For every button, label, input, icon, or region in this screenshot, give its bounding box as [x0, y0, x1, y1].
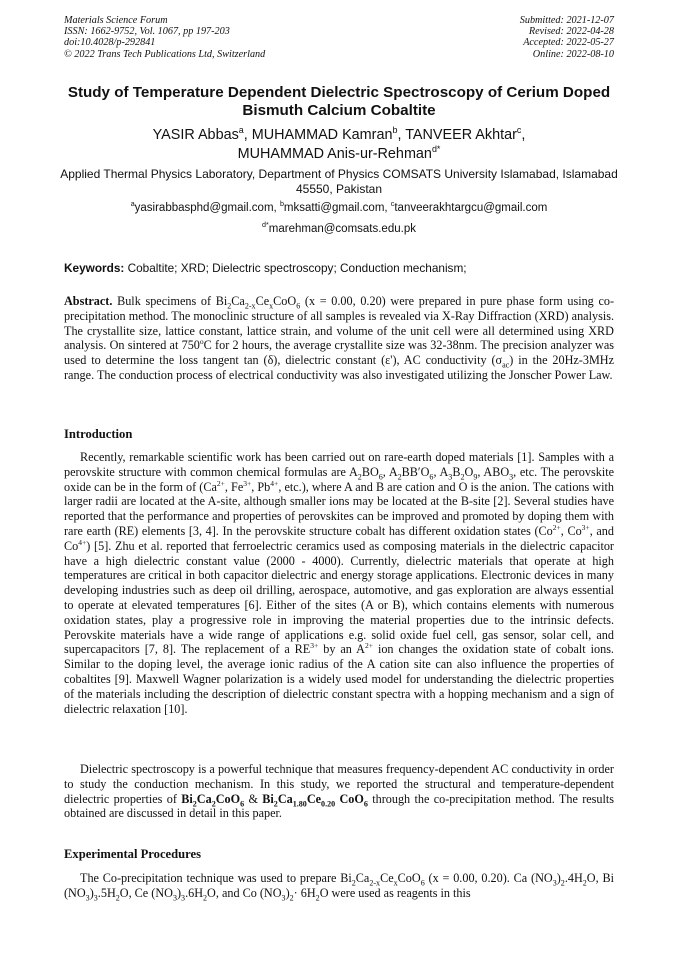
- keywords: [64, 261, 616, 275]
- journal-info: [64, 15, 265, 60]
- text-run: ac: [502, 360, 510, 370]
- author-list: YASIR Abbas$^a$, MUHAMMAD Kamran$^b$, TANVEER Akhtar$^c$, MUHAMMAD Anis-ur-Rehman$^{d*}$: [152, 125, 526, 162]
- email-link[interactable]: mksatti@gmail.com: [283, 202, 385, 214]
- text-run: 6: [363, 799, 368, 809]
- text-run: 3+: [581, 522, 590, 532]
- text-run: 2: [582, 878, 587, 888]
- text-run: CoO: [215, 791, 241, 806]
- text-run: 2+: [364, 641, 373, 651]
- text-run: 2: [115, 893, 120, 903]
- text-run: Bi: [262, 791, 274, 806]
- email-mark: b: [279, 200, 284, 209]
- text-run: 2: [351, 878, 356, 888]
- email-link[interactable]: yasirabbasphd@gmail.com: [134, 202, 274, 214]
- author-mark: b: [392, 125, 398, 136]
- text-run: 2: [315, 893, 320, 903]
- text-run: 2: [227, 301, 232, 311]
- text-run: 3+: [310, 641, 319, 651]
- text-run: 2: [211, 799, 216, 809]
- text-run: 0.20: [321, 799, 336, 809]
- author-name: TANVEER Akhtar: [405, 127, 517, 143]
- section-heading: Introduction: [64, 427, 133, 441]
- text-run: 2: [203, 893, 208, 903]
- journal-name: Materials Science Forum: [64, 15, 168, 26]
- text-run: 2: [273, 799, 278, 809]
- text-run: 3: [85, 893, 90, 903]
- author-mark: a: [238, 125, 244, 136]
- text-run: 2: [397, 472, 402, 482]
- text-run: Ca: [277, 791, 293, 806]
- body-paragraph: Dielectric spectroscopy is a powerful technique that measures frequency-dependent AC conductivity in order to study the conduction mechanism. In this study, we reported the structural and temperature-dependent dielectric properties of $Bi_2Ca_2CoO_6$ & $Bi_2Ca_{1.80}Ce_{0.20}$ CoO$_6$ through the co-precipitation method. The results obtained are discussed in detail in this paper.: [64, 762, 615, 821]
- text-run: x: [269, 301, 274, 311]
- text-run: 3: [181, 893, 186, 903]
- text-run: 2: [560, 878, 565, 888]
- text-run: 3: [552, 878, 557, 888]
- text-run: 4+: [270, 478, 279, 488]
- date-accepted: Accepted: 2022-05-27: [523, 37, 614, 49]
- text-run: Ce: [306, 791, 322, 806]
- text-run: 4+: [78, 537, 87, 547]
- author-mark: c: [516, 125, 522, 136]
- text-run: 6: [378, 472, 383, 482]
- date-submitted: Submitted: 2021-12-07: [519, 15, 614, 26]
- text-run: 2: [192, 799, 197, 809]
- author-mark: d*: [431, 144, 441, 155]
- email-link[interactable]: tanveerakhtargcu@gmail.com: [394, 202, 548, 214]
- text-run: 2+: [552, 522, 561, 532]
- text-run: 2: [289, 893, 294, 903]
- abstract: [64, 294, 614, 383]
- text-run: 3: [509, 472, 514, 482]
- text-run: o: [199, 337, 204, 347]
- keywords-label: Keywords:: [64, 261, 125, 275]
- abstract-text: Bulk specimens of $Bi_2Ca_{2-x}Ce_xCoO_6$ (x = 0.00, 0.20) were prepared in pure phase form using co-precipitation method. The monoclinic structure of all samples is revealed via X-Ray Diffraction (XRD) analysis. The crystallite size, lattice constant, lattice strain, and volume of the unit cell were all determined using XRD analysis. On sintered at 750$^o$C for 2 hours, the average crystallite size was 32-38nm. The precision analyzer was used to determine the loss tangent tan (δ), dielectric constant (ε'), AC conductivity $(\sigma_{ac})$ in the 20Hz-3MHz range. The conduction process of electrical conductivity was also investigated utilizing the Jonscher Power Law.: [64, 294, 615, 382]
- section-heading: Experimental Procedures: [64, 847, 201, 861]
- email-mark: c: [390, 200, 395, 209]
- text-run: 6: [420, 878, 425, 888]
- journal-doi: doi:10.4028/p-292841: [64, 37, 156, 49]
- email-mark: d*: [262, 221, 269, 230]
- text-run: 6: [296, 301, 301, 311]
- text-run: 3: [281, 893, 286, 903]
- text-run: 2-x: [244, 301, 256, 311]
- email-line: [60, 223, 618, 235]
- text-run: 6: [429, 472, 434, 482]
- text-run: CoO: [335, 791, 364, 806]
- author-name: YASIR Abbas: [152, 127, 239, 143]
- text-run: Ca: [196, 791, 212, 806]
- text-run: 6: [240, 799, 245, 809]
- text-run: 2: [357, 472, 362, 482]
- text-run: 2: [460, 472, 465, 482]
- keywords-text: Cobaltite; XRD; Dielectric spectroscopy; Conduction mechanism;: [127, 261, 467, 275]
- email-mark: a: [130, 200, 135, 209]
- author-name: MUHAMMAD Kamran: [251, 127, 393, 143]
- text-run: 2-x: [369, 878, 381, 888]
- text-run: 2+: [216, 478, 225, 488]
- text-run: x: [393, 878, 398, 888]
- text-run: 3+: [243, 478, 252, 488]
- date-online: Online: 2022-08-10: [532, 48, 614, 60]
- body-paragraph: Recently, remarkable scientific work has been carried out on rare-earth doped materials [1]. Samples with a perovskite structure with common chemical formulas are $A_2BO_6$, $A_2BB'O_6$, $A_3B_2O_9$, $ABO_3$, etc. The perovskite oxide can be in the form of ($Ca^{2+}$, $Fe^{3+}$, $Pb^{4+}$, etc.), where A and B are cation and O is the anion. The cations with larger radii are located at the A-site, although smaller ions may be located at the B-site [2]. Several studies have reported that the performance and properties of perovskites can be improved and promoted by doping them with rare earth (RE) elements [3, 4]. In the perovskite structure cobalt has different oxidation states ($Co^{2+}$, $Co^{3+}$, and $Co^{4+}$) [5]. Zhu et al. reported that ferroelectric ceramics used as composing materials in the dielectric capacitor have a high dielectric constant value (2000 - 4000). Currently, dielectric materials that operate at high temperatures are critical in both capacitor dielectric and energy storage applications. Electronic devices in many developing industries such as deep oil drilling, aerospace, automotive, and gas exploration are always essential to operate at elevated temperatures [6]. Either of the sites (A or B), which contains elements with numerous oxidation states, play a progressive role in improving the material properties due to the intrinsic defects. Perovskite materials have a wide range of applications e.g. solid oxide fuel cell, gas sensor, solar cell, and supercapacitors [7, 8]. The replacement of a $RE^{3+}$ by an $A^{2+}$ ion changes the oxidation state of cobalt ions. Similar to the doping level, the average ionic radius of the A cation site can also influence the properties of cobaltites [9]. Maxwell Wagner polarization is a widely used model for understanding the dielectric properties of the materials including the description of dielectric constant spectra with a hopping mechanism and a sign of dielectric relaxation [10].: [64, 450, 615, 716]
- email-line: $^a$yasirabbasphd@gmail.com, $^b$mksatti@gmail.com, $^c$tanveerakhtargcu@gmail.com: [130, 200, 548, 214]
- text-run: 9: [473, 472, 478, 482]
- author-name: MUHAMMAD Anis-ur-Rehman: [237, 146, 432, 162]
- text-run: 3: [448, 472, 453, 482]
- journal-issn: ISSN: 1662-9752, Vol. 1067, pp 197-203: [64, 26, 230, 38]
- affiliation: Applied Thermal Physics Laboratory, Department of Physics COMSATS University Islamabad, Islamabad 45550, Pakistan: [60, 167, 618, 196]
- body-paragraph: The Co-precipitation technique was used to prepare $Bi_2Ca_{2-x}Ce_xCoO_6$ (x = 0.00, 0.20). Ca $(NO_3)_2.4H_2O$, Bi $(NO_3)_3.5H_2O$, Ce $(NO_3)_3.6H_2O$, and Co $(NO_3)_2\cdot 6H_2O$ were used as reagents in this: [64, 871, 614, 903]
- abstract-label: Abstract.: [64, 294, 113, 308]
- email-link[interactable]: marehman@comsats.edu.pk: [268, 223, 416, 235]
- text-run: 1.80: [292, 799, 307, 809]
- text-run: Bi: [181, 791, 193, 806]
- text-run: 3: [172, 893, 177, 903]
- paper-title: Study of Temperature Dependent Dielectric Spectroscopy of Cerium Doped Bismuth Calcium Cobaltite: [67, 84, 611, 119]
- text-run: 3: [93, 893, 98, 903]
- journal-copyright: © 2022 Trans Tech Publications Ltd, Switzerland: [64, 48, 266, 60]
- submission-dates: [520, 15, 614, 60]
- date-revised: Revised: 2022-04-28: [528, 26, 614, 38]
